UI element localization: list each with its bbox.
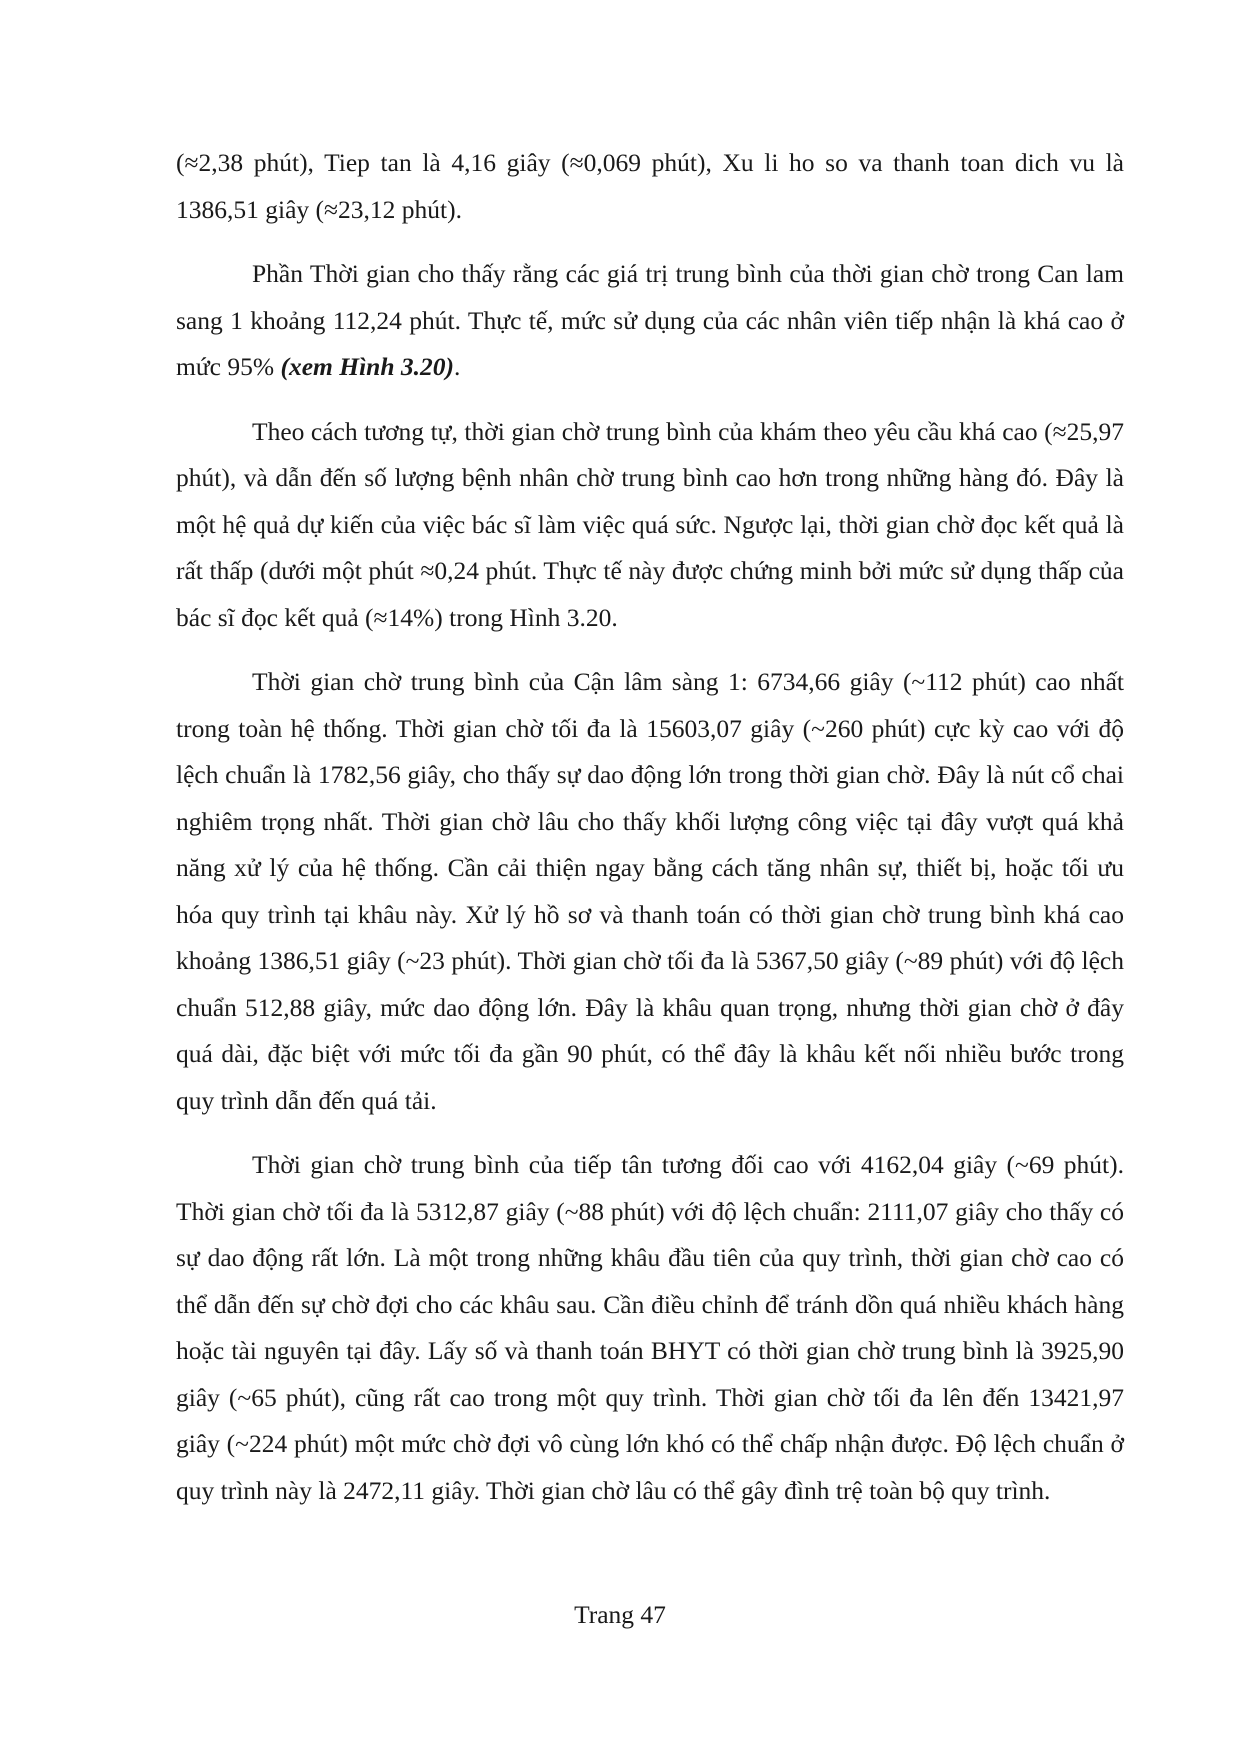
paragraph-reception: Thời gian chờ trung bình của tiếp tân tương đối cao với 4162,04 giây (~69 phút). Thời gian chờ tối đa là 5312,87 giây (~88 phút) với độ lệch chuẩn: 2111,07 giây cho thấy có sự dao động rất lớn. Là một trong những khâu đầu tiên của quy trình, thời gian chờ cao có thể dẫn đến sự chờ đợi cho các khâu sau. Cần điều chỉnh để tránh dồn quá nhiều khách hàng hoặc tài nguyên tại đây. Lấy số và thanh toán BHYT có thời gian chờ trung bình là 3925,90 giây (~65 phút), cũng rất cao trong một quy trình. Thời gian chờ tối đa lên đến 13421,97 giây (~224 phút) một mức chờ đợi vô cùng lớn khó có thể chấp nhận được. Độ lệch chuẩn ở quy trình này là 2472,11 giây. Thời gian chờ lâu có thể gây đình trệ toàn bộ quy trình.	[176, 1150, 1124, 1505]
page-body	[176, 140, 1124, 1532]
paragraph-continuation: (≈2,38 phút), Tiep tan là 4,16 giây (≈0,069 phút), Xu li ho so va thanh toan dich vu là 1386,51 giây (≈23,12 phút).	[176, 148, 1124, 224]
figure-reference: (xem Hình 3.20)	[280, 352, 455, 381]
page-number: Trang 47	[574, 1600, 666, 1629]
paragraph-time-summary-text: Phần Thời gian cho thấy rằng các giá trị trung bình của thời gian chờ trong Can lam sang 1 khoảng 112,24 phút. Thực tế, mức sử dụng của các nhân viên tiếp nhận là khá cao ở mức 95%	[176, 259, 1124, 381]
paragraph-request-exam: Theo cách tương tự, thời gian chờ trung bình của khám theo yêu cầu khá cao (≈25,97 phút), và dẫn đến số lượng bệnh nhân chờ trung bình cao hơn trong những hàng đó. Đây là một hệ quả dự kiến của việc bác sĩ làm việc quá sức. Ngược lại, thời gian chờ đọc kết quả là rất thấp (dưới một phút ≈0,24 phút. Thực tế này được chứng minh bởi mức sử dụng thấp của bác sĩ đọc kết quả (≈14%) trong Hình 3.20.	[176, 416, 1124, 632]
paragraph-paraclinical: Thời gian chờ trung bình của Cận lâm sàng 1: 6734,66 giây (~112 phút) cao nhất trong toàn hệ thống. Thời gian chờ tối đa là 15603,07 giây (~260 phút) cực kỳ cao với độ lệch chuẩn là 1782,56 giây, cho thấy sự dao động lớn trong thời gian chờ. Đây là nút cổ chai nghiêm trọng nhất. Thời gian chờ lâu cho thấy khối lượng công việc tại đây vượt quá khả năng xử lý của hệ thống. Cần cải thiện ngay bằng cách tăng nhân sự, thiết bị, hoặc tối ưu hóa quy trình tại khâu này. Xử lý hồ sơ và thanh toán có thời gian chờ trung bình khá cao khoảng 1386,51 giây (~23 phút). Thời gian chờ tối đa là 5367,50 giây (~89 phút) với độ lệch chuẩn 512,88 giây, mức dao động lớn. Đây là khâu quan trọng, nhưng thời gian chờ ở đây quá dài, đặc biệt với mức tối đa gần 90 phút, có thể đây là khâu kết nối nhiều bước trong quy trình dẫn đến quá tải.	[176, 667, 1124, 1115]
paragraph-time-summary	[176, 251, 1124, 391]
paragraph-time-summary-end: .	[454, 352, 461, 381]
